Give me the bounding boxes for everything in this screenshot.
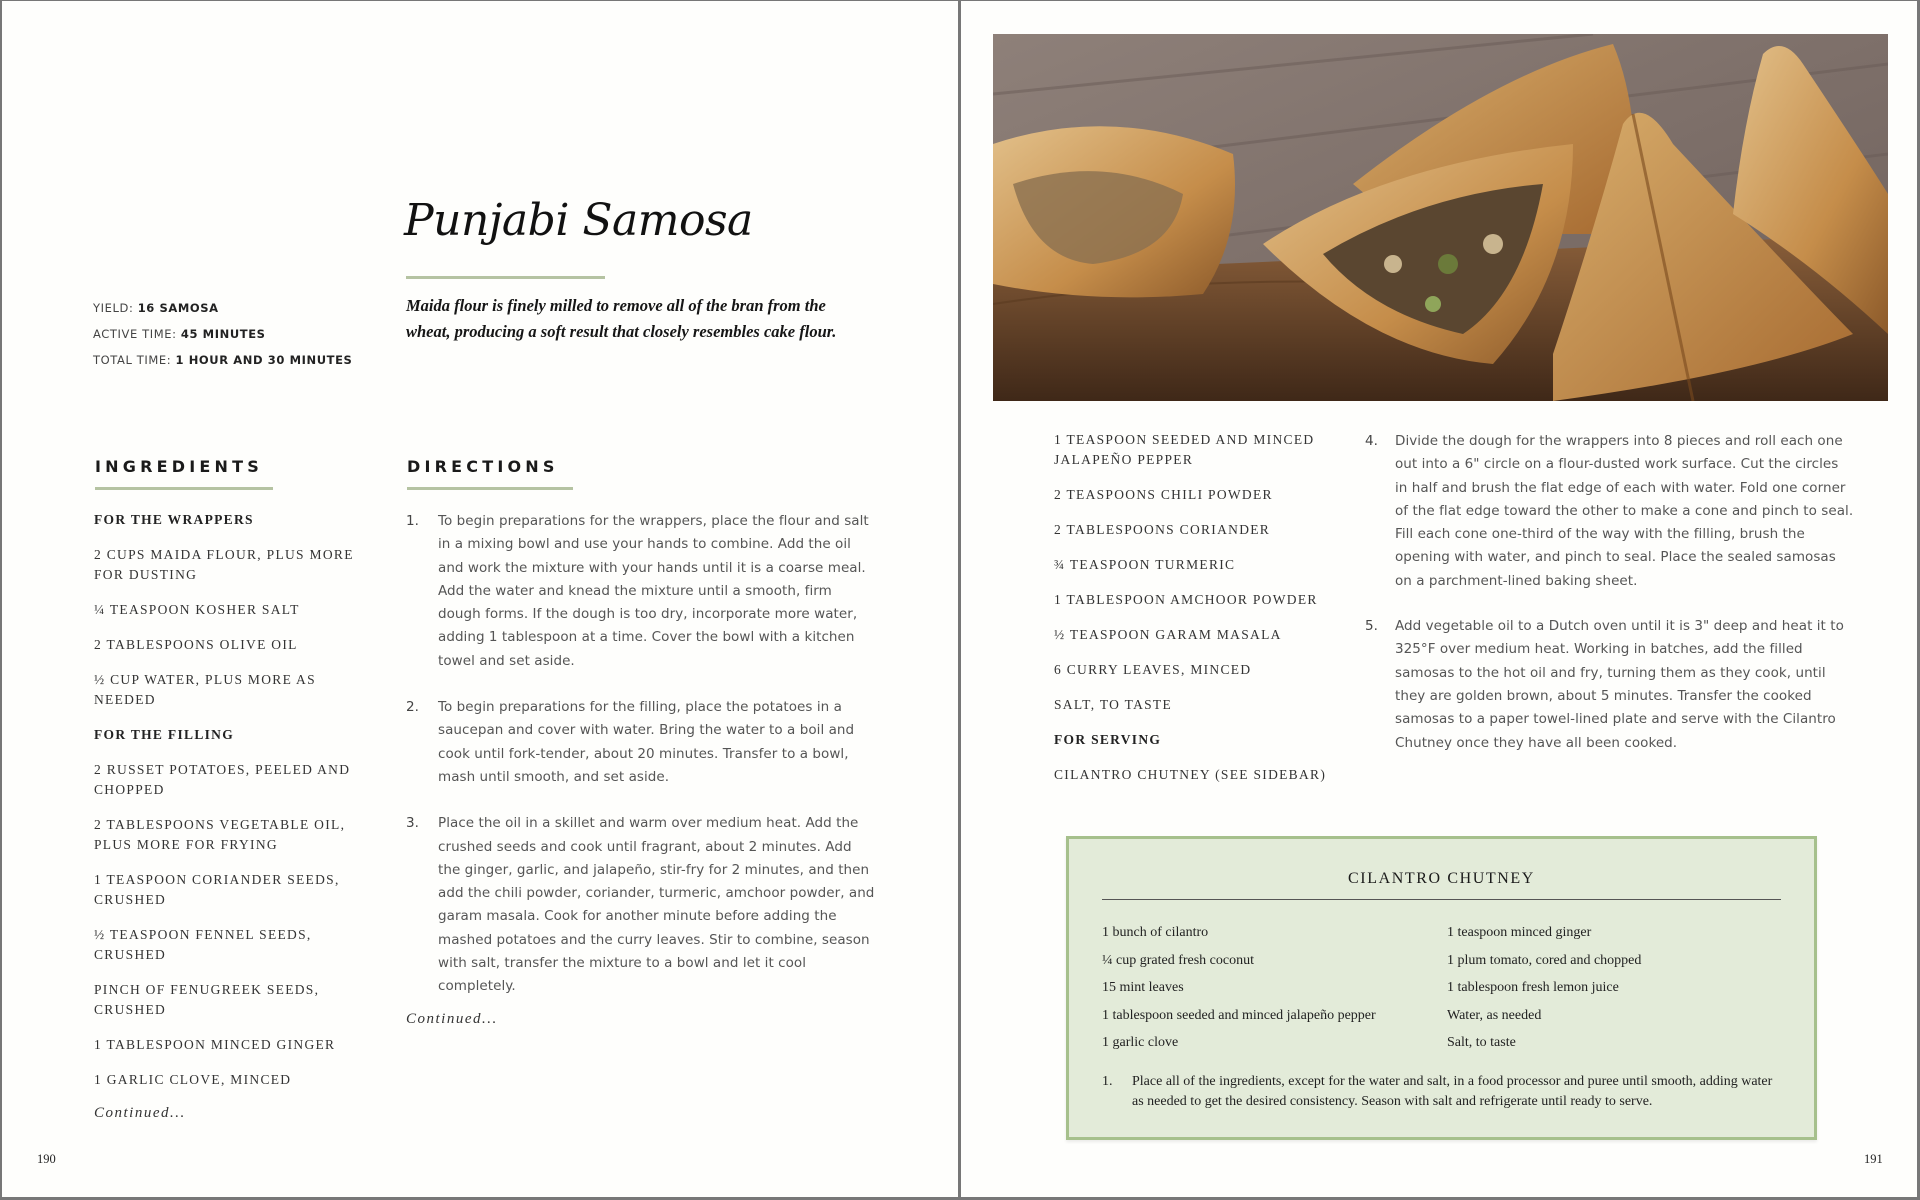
sidebar-step-text: Place all of the ingredients, except for the water and salt, in a food processor and puree until smooth, adding water as needed to get the desired consistency. Season with salt and refrigerate until ready to serve. — [1132, 1074, 1773, 1109]
directions-heading: DIRECTIONS — [407, 457, 559, 476]
ingredient-item: 1 TEASPOON CORIANDER SEEDS, CRUSHED — [94, 872, 340, 907]
active-time-value: 45 MINUTES — [180, 327, 266, 341]
sidebar-ingredients-col-1 — [1102, 919, 1376, 1057]
sidebar-divider — [1102, 899, 1781, 900]
total-time-value: 1 HOUR AND 30 MINUTES — [175, 353, 353, 367]
ingredient-item: 2 TABLESPOONS VEGETABLE OIL, PLUS MORE FOR FRYING — [94, 817, 346, 852]
sidebar-title: CILANTRO CHUTNEY — [1348, 870, 1535, 887]
sidebar-ingredient: 1 garlic clove — [1102, 1035, 1179, 1050]
step-text: Add vegetable oil to a Dutch oven until it is 3" deep and heat it to 325°F over medium heat. Working in batches, add the filled samosas to the hot oil and fry, turning them as they cook, until they are golden brown, about 5 minutes. Transfer the cooked samosas to a paper towel-lined plate and serve with the Cilantro Chutney once they have all been cooked. — [1395, 618, 1844, 751]
step-number: 2. — [406, 699, 419, 716]
ingredients-continued: Continued... — [94, 1105, 186, 1121]
ingredient-item: ¾ TEASPOON TURMERIC — [1054, 557, 1236, 572]
total-time-row: TOTAL TIME: 1 HOUR AND 30 MINUTES — [93, 353, 353, 367]
ingredient-item: 2 TABLESPOONS OLIVE OIL — [94, 637, 298, 652]
ingredient-item: 6 CURRY LEAVES, MINCED — [1054, 662, 1252, 677]
sidebar-ingredient: 1 bunch of cilantro — [1102, 925, 1209, 940]
ingredient-item: 2 TABLESPOONS CORIANDER — [1054, 522, 1271, 537]
sidebar-ingredient: 15 mint leaves — [1102, 980, 1184, 995]
sidebar-ingredient: Salt, to taste — [1447, 1035, 1516, 1050]
ingredient-item: 1 GARLIC CLOVE, MINCED — [94, 1072, 292, 1087]
sidebar-ingredient: Water, as needed — [1447, 1007, 1542, 1023]
step-text: To begin preparations for the filling, place the potatoes in a saucepan and cover with water. Bring the water to a boil and cook until fork-tender, about 20 minutes. Transfer to a bowl, mash until smooth, and set aside. — [438, 699, 855, 785]
ingredient-item: 1 TABLESPOON MINCED GINGER — [94, 1037, 336, 1052]
ingredient-subheading: FOR THE WRAPPERS — [94, 512, 254, 527]
ingredient-item: 2 TEASPOONS CHILI POWDER — [1054, 487, 1273, 502]
sidebar-step-number: 1. — [1102, 1074, 1113, 1089]
ingredient-item: 2 CUPS MAIDA FLOUR, PLUS MORE FOR DUSTING — [94, 547, 354, 582]
directions-list-continued — [1365, 430, 1855, 777]
ingredient-item: ½ TEASPOON GARAM MASALA — [1054, 627, 1282, 642]
step-text: Place the oil in a skillet and warm over medium heat. Add the crushed seeds and cook until fragrant, about 2 minutes. Add the ginger, garlic, and jalapeño, stir-fry for 2 minutes, and then add the chili powder, coriander, turmeric, amchoor powder, and garam masala. Cook for another minute before adding the mashed potatoes and the curry leaves. Stir to combine, season with salt, transfer the mixture to a bowl and let it cool completely. — [438, 815, 875, 995]
active-time-row: ACTIVE TIME: 45 MINUTES — [93, 327, 266, 341]
ingredient-item: ¼ TEASPOON KOSHER SALT — [94, 602, 300, 617]
direction-step — [406, 510, 876, 673]
ingredients-divider — [95, 487, 273, 490]
direction-step — [1365, 430, 1855, 593]
directions-list — [406, 510, 876, 1028]
recipe-intro: Maida flour is finely milled to remove all of the bran from the wheat, producing a soft result that closely resembles cake flour. — [406, 296, 837, 341]
directions-divider — [407, 487, 573, 490]
ingredient-subheading: FOR THE FILLING — [94, 727, 235, 742]
samosa-photo — [993, 34, 1888, 401]
left-page — [2, 1, 958, 1197]
ingredient-item: 1 TABLESPOON AMCHOOR POWDER — [1054, 592, 1318, 607]
sidebar-ingredient: 1 tablespoon seeded and minced jalapeño pepper — [1102, 1007, 1376, 1023]
yield-value: 16 SAMOSA — [137, 301, 219, 315]
recipe-meta — [93, 295, 352, 373]
ingredient-subheading: FOR SERVING — [1054, 732, 1162, 747]
ingredient-item: PINCH OF FENUGREEK SEEDS, CRUSHED — [94, 982, 320, 1017]
step-number: 3. — [406, 815, 419, 832]
ingredient-item: 2 RUSSET POTATOES, PEELED AND CHOPPED — [94, 762, 351, 797]
step-number: 5. — [1365, 618, 1378, 635]
samosa-photo-image — [993, 34, 1888, 401]
step-text: Divide the dough for the wrappers into 8 pieces and roll each one out into a 6" circle on a flour-dusted work surface. Cut the circles in half and brush the flat edge of each with water. Fold one corner of the flat edge toward the other to make a cone and pinch to seal. Fill each cone one-third of the way with the filling, brush the opening with water, and pinch to seal. Place the sealed samosas on a parchment-lined baking sheet. — [1395, 433, 1854, 589]
ingredient-item: 1 TEASPOON SEEDED AND MINCED JALAPEÑO PEPPER — [1054, 432, 1315, 467]
sidebar-ingredient: 1 plum tomato, cored and chopped — [1447, 952, 1642, 968]
ingredients-list — [94, 510, 369, 1122]
sidebar-ingredient: 1 tablespoon fresh lemon juice — [1447, 980, 1619, 995]
sidebar-ingredient: 1 teaspoon minced ginger — [1447, 925, 1592, 940]
sidebar-step — [1102, 1072, 1784, 1112]
page-number-left: 190 — [37, 1152, 56, 1166]
step-number: 4. — [1365, 433, 1378, 449]
sidebar-ingredient: ¼ cup grated fresh coconut — [1102, 952, 1254, 968]
ingredient-item: CILANTRO CHUTNEY (SEE SIDEBAR) — [1054, 767, 1327, 782]
ingredients-list-continued — [1054, 430, 1339, 800]
page-number-right: 191 — [1864, 1152, 1883, 1166]
ingredient-item: SALT, TO TASTE — [1054, 697, 1173, 712]
title-divider — [406, 276, 605, 279]
direction-step — [406, 696, 876, 789]
cilantro-chutney-sidebar — [1066, 836, 1817, 1140]
right-page — [961, 1, 1917, 1197]
directions-continued: Continued... — [406, 1010, 498, 1027]
ingredient-item: ½ TEASPOON FENNEL SEEDS, CRUSHED — [94, 927, 312, 962]
yield-row: YIELD: 16 SAMOSA — [93, 301, 219, 315]
sidebar-ingredients-col-2 — [1447, 919, 1641, 1057]
recipe-title: Punjabi Samosa — [404, 195, 753, 246]
direction-step — [406, 812, 876, 998]
ingredient-item: ½ CUP WATER, PLUS MORE AS NEEDED — [94, 672, 316, 707]
ingredients-heading: INGREDIENTS — [95, 457, 263, 476]
direction-step — [1365, 615, 1855, 755]
step-number: 1. — [406, 513, 419, 529]
step-text: To begin preparations for the wrappers, place the flour and salt in a mixing bowl and use your hands to combine. Add the oil and work the mixture with your hands until it is a coarse meal. Add the water and knead the mixture until a smooth, firm dough forms. If the dough is too dry, incorporate more water, adding 1 tablespoon at a time. Cover the bowl with a kitchen towel and set aside. — [438, 513, 869, 669]
